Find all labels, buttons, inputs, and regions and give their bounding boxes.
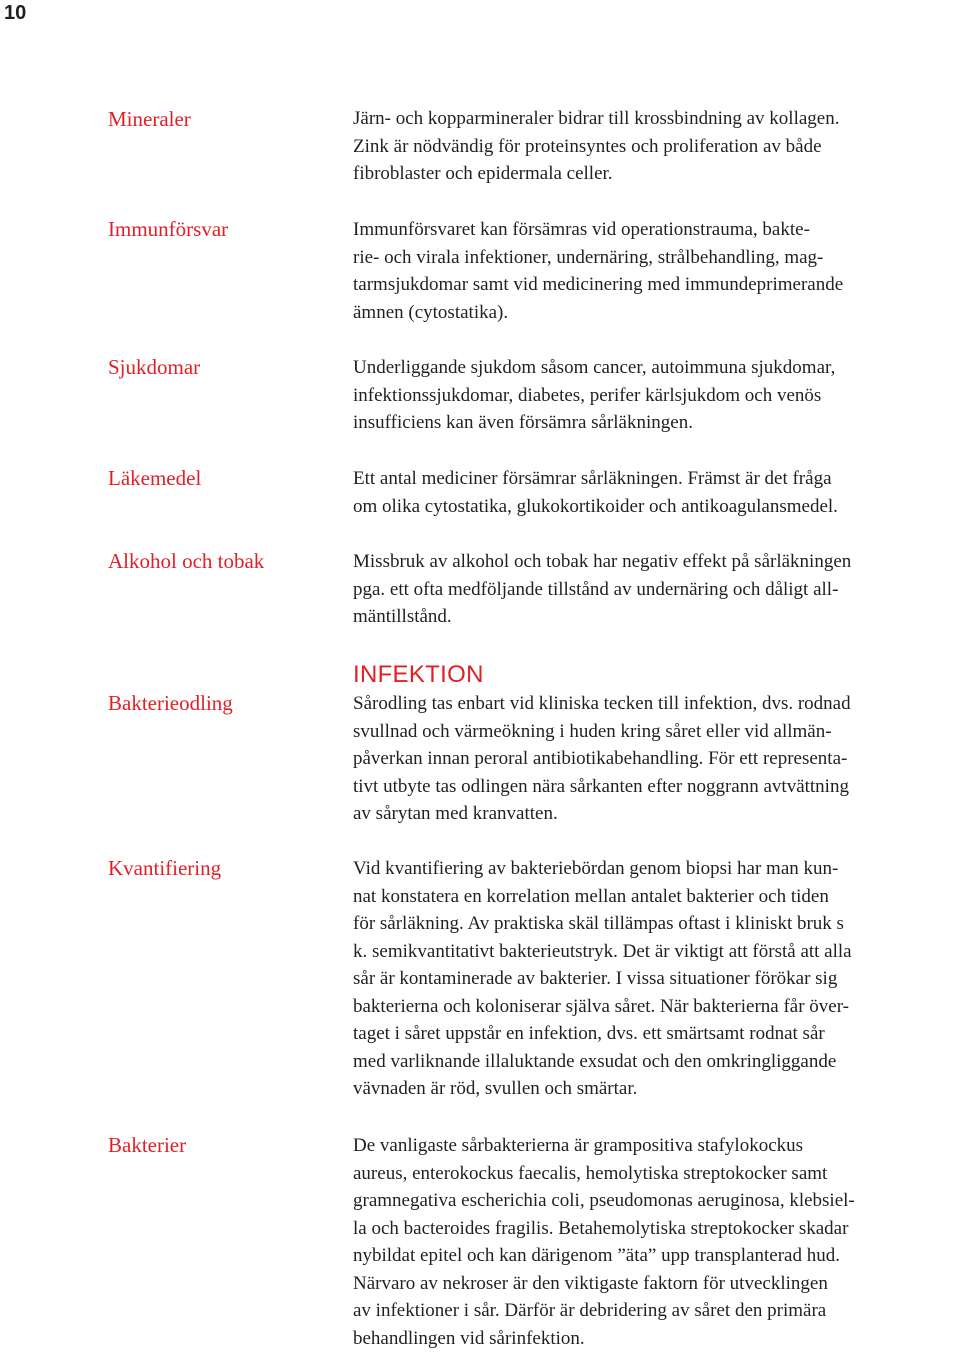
text-line: Närvaro av nekroser är den viktigaste faktorn för utvecklingen <box>353 1272 828 1294</box>
text-line: infektionssjukdomar, diabetes, perifer kärlsjukdom och venös <box>353 384 822 406</box>
paragraph-bakterier <box>353 1132 960 1352</box>
side-label-bakterier: Bakterier <box>108 1133 187 1157</box>
text-line: tarmsjukdomar samt vid medicinering med immundeprimerande <box>353 274 844 295</box>
text-line: påverkan innan peroral antibiotikabehandling. För ett representa- <box>353 748 848 769</box>
text-line: för sårläkning. Av praktiska skäl tillämpas oftast i kliniskt bruk s <box>353 913 844 934</box>
paragraph-lakemedel <box>353 465 960 520</box>
text-line: Sårodling tas enbart vid kliniska tecken till infektion, dvs. rodnad <box>353 693 851 714</box>
side-label-alkohol-och-tobak: Alkohol och tobak <box>108 549 265 573</box>
text-line: nat konstatera en korrelation mellan antalet bakterier och tiden <box>353 885 829 907</box>
text-line: Immunförsvaret kan försämras vid operationstrauma, bakte- <box>353 219 810 240</box>
paragraph-immunforsvar <box>353 216 960 326</box>
paragraph-sjukdomar <box>353 354 960 437</box>
text-line: Zink är nödvändig för proteinsyntes och proliferation av både <box>353 135 822 157</box>
text-line: Järn- och kopparmineraler bidrar till krossbindning av kollagen. <box>353 108 840 129</box>
text-line: mäntillstånd. <box>353 606 452 627</box>
section-heading-infektion: INFEKTION <box>353 661 484 688</box>
paragraph-mineraler <box>353 105 960 188</box>
text-line: med varliknande illaluktande exsudat och den omkringliggande <box>353 1050 837 1072</box>
text-line: fibroblaster och epidermala celler. <box>353 163 613 184</box>
text-line: gramnegativa escherichia coli, pseudomonas aeruginosa, klebsiel- <box>353 1190 855 1211</box>
page-number: 10 <box>4 2 27 24</box>
text-line: behandlingen vid sårinfektion. <box>353 1327 585 1349</box>
text-line: taget i såret uppstår en infektion, dvs. ett smärtsamt rodnat sår <box>353 1023 825 1044</box>
text-line: Underliggande sjukdom såsom cancer, autoimmuna sjukdomar, <box>353 357 836 378</box>
text-line: sår är kontaminerade av bakterier. I vissa situationer förökar sig <box>353 968 838 989</box>
side-label-kvantifiering: Kvantifiering <box>108 856 222 880</box>
text-line: De vanligaste sårbakterierna är grampositiva stafylokockus <box>353 1135 804 1156</box>
text-line: pga. ett ofta medföljande tillstånd av undernäring och dåligt all- <box>353 578 839 600</box>
side-label-immunforsvar: Immunförsvar <box>108 217 229 241</box>
text-line: insufficiens kan även försämra sårläkningen. <box>353 412 693 433</box>
paragraph-alkohol-och-tobak <box>353 548 960 631</box>
text-line: bakterierna och koloniserar själva såret. När bakterierna får över- <box>353 995 850 1017</box>
text-line: la och bacteroides fragilis. Betahemolytiska streptokocker skadar <box>353 1217 849 1239</box>
text-line: om olika cytostatika, glukokortikoider och antikoagulansmedel. <box>353 495 838 517</box>
text-line: aureus, enterokockus faecalis, hemolytiska streptokocker samt <box>353 1162 828 1184</box>
text-line: rie- och virala infektioner, undernäring, strålbehandling, mag- <box>353 246 824 268</box>
text-line: nybildat epitel och kan därigenom ”äta” upp transplanterad hud. <box>353 1245 840 1266</box>
text-line: vävnaden är röd, svullen och smärtar. <box>353 1078 638 1099</box>
text-line: av sårytan med kranvatten. <box>353 803 558 824</box>
paragraph-kvantifiering <box>353 855 960 1103</box>
side-label-mineraler: Mineraler <box>108 107 191 131</box>
paragraph-bakterieodling <box>353 690 960 828</box>
text-line: Ett antal mediciner försämrar sårläkningen. Främst är det fråga <box>353 468 832 489</box>
text-line: Vid kvantifiering av bakteriebördan genom biopsi har man kun- <box>353 858 839 879</box>
text-line: svullnad och värmeökning i huden kring såret eller vid allmän- <box>353 720 832 742</box>
text-line: Missbruk av alkohol och tobak har negativ effekt på sårläkningen <box>353 551 852 572</box>
side-label-lakemedel: Läkemedel <box>108 466 202 490</box>
side-label-sjukdomar: Sjukdomar <box>108 355 201 379</box>
text-line: av infektioner i sår. Därför är debridering av såret den primära <box>353 1300 827 1321</box>
side-label-bakterieodling: Bakterieodling <box>108 691 233 715</box>
text-line: ämnen (cytostatika). <box>353 301 509 323</box>
text-line: k. semikvantitativt bakterieutstryk. Det är viktigt att förstå att alla <box>353 940 852 962</box>
text-line: tivt utbyte tas odlingen nära sårkanten efter noggrann avtvättning <box>353 775 849 797</box>
